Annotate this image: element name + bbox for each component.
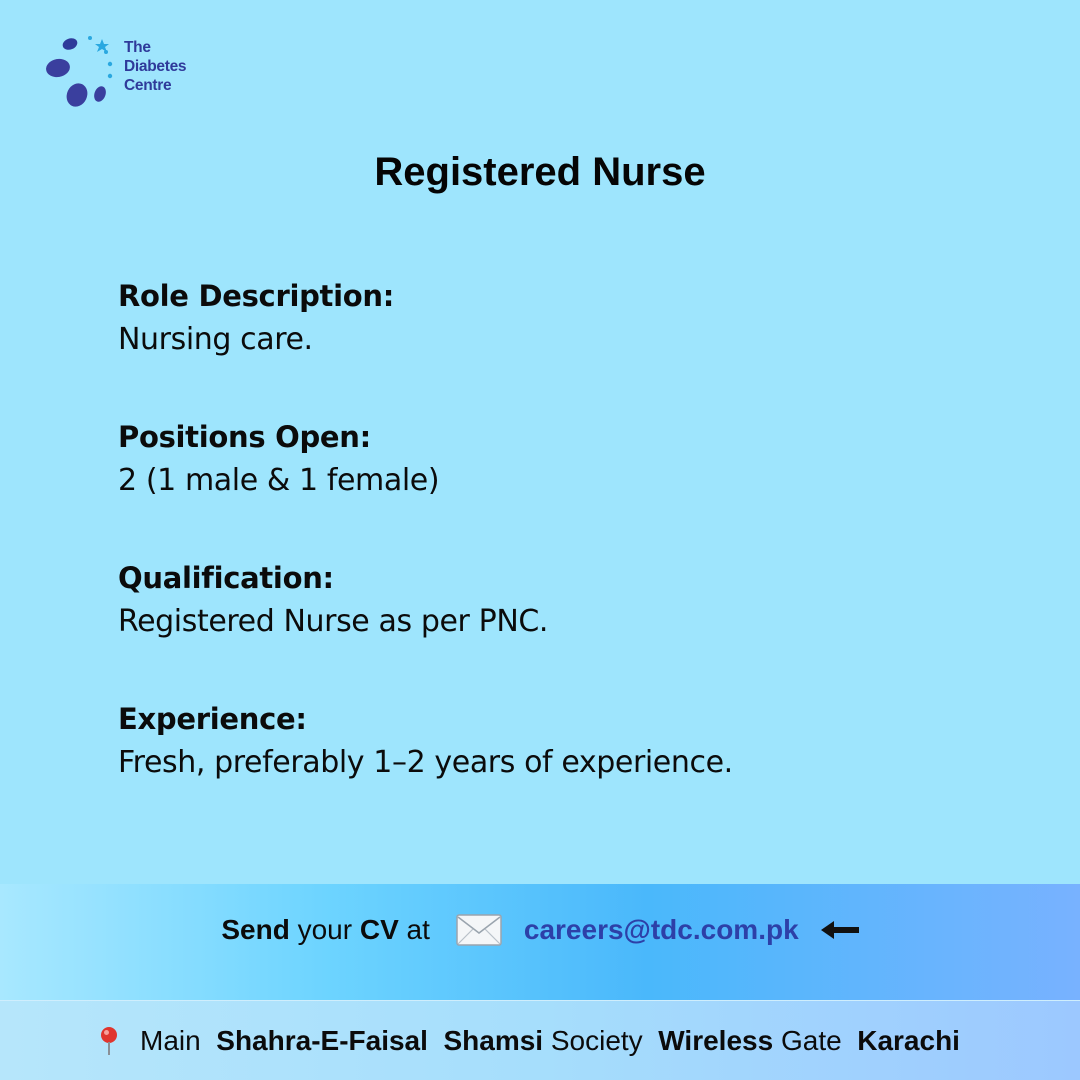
cta-at: at — [398, 914, 430, 945]
section-body: Fresh, preferably 1–2 years of experience. — [118, 745, 733, 780]
section-body: Registered Nurse as per PNC. — [118, 604, 549, 639]
section-role-description — [118, 278, 394, 360]
section-experience — [118, 701, 733, 783]
brand-name-line2: Diabetes — [124, 58, 187, 75]
brand-logo — [44, 34, 204, 110]
cta-send: Send — [221, 914, 290, 945]
address-wireless: Wireless — [658, 1025, 774, 1056]
section-qualification — [118, 560, 548, 642]
section-heading: Qualification: — [118, 561, 334, 595]
address-shamsi: Shamsi — [443, 1025, 544, 1056]
careers-email-link[interactable]: careers@tdc.com.pk — [523, 914, 799, 945]
envelope-icon — [456, 914, 502, 946]
section-heading: Role Description: — [118, 279, 395, 313]
section-body: Nursing care. — [118, 322, 313, 357]
brand-name-line3: Centre — [124, 77, 172, 94]
brand-name — [124, 38, 186, 95]
arrow-left-icon — [821, 920, 859, 940]
address-main: Main — [140, 1025, 201, 1056]
location-pin-icon — [98, 1026, 120, 1056]
address-line — [98, 1020, 960, 1062]
address-road: Shahra-E-Faisal — [216, 1025, 428, 1056]
section-body: 2 (1 male & 1 female) — [118, 463, 440, 498]
logo-dots-icon — [44, 34, 124, 110]
address-gate: Gate — [773, 1025, 842, 1056]
cta-cv: CV — [359, 914, 399, 945]
cta-your: your — [289, 914, 360, 945]
send-cv-line — [0, 906, 1080, 954]
job-title: Registered Nurse — [374, 150, 706, 194]
section-positions-open — [118, 419, 439, 501]
section-heading: Experience: — [118, 702, 307, 736]
brand-name-line1: The — [124, 39, 151, 56]
address-city: Karachi — [857, 1025, 960, 1056]
section-heading: Positions Open: — [118, 420, 371, 454]
address-society: Society — [543, 1025, 643, 1056]
